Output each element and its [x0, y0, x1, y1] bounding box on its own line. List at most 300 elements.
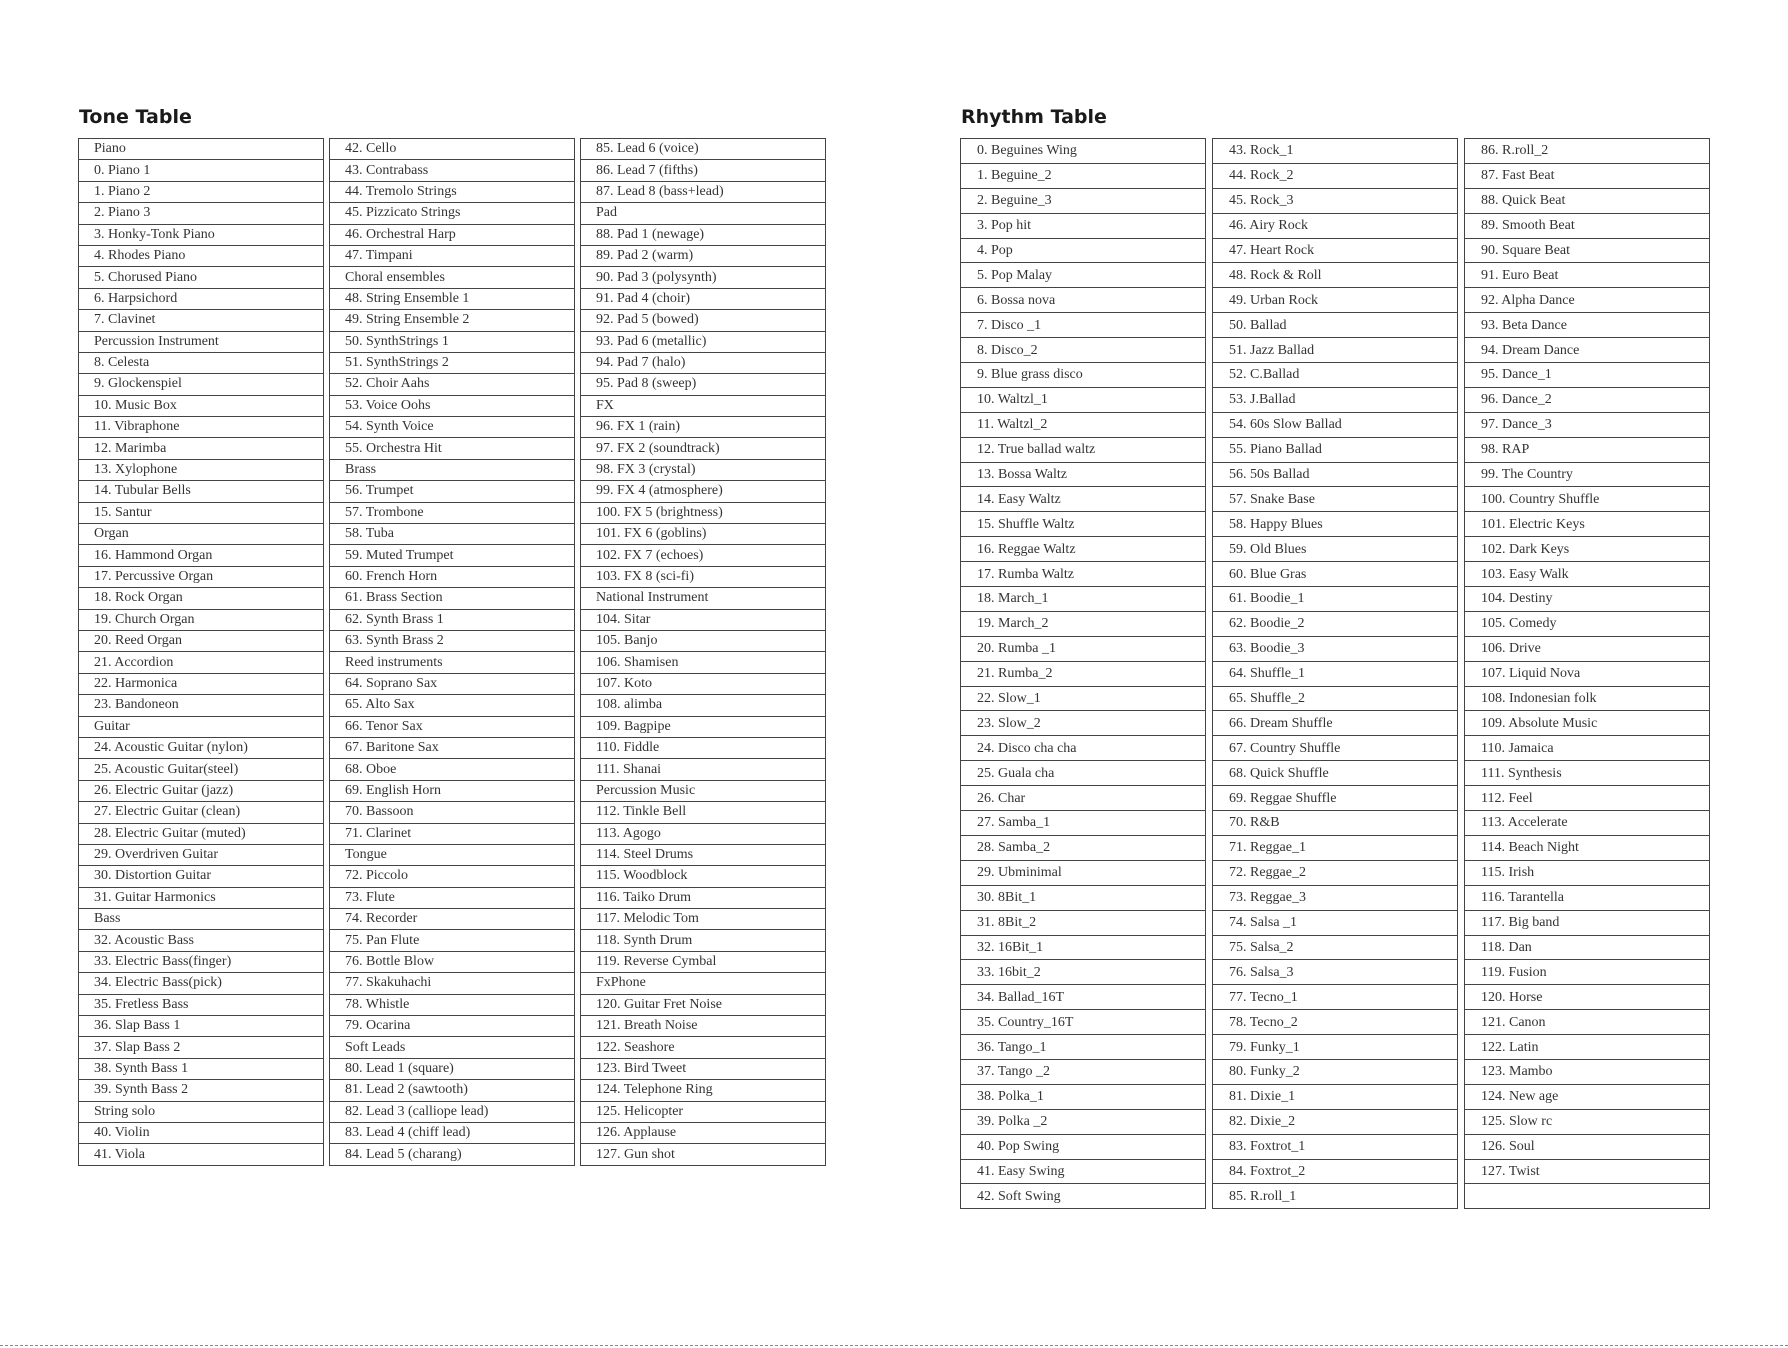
- table-cell: Piano: [79, 139, 324, 160]
- table-cell: 102. FX 7 (echoes): [581, 545, 826, 566]
- table-cell: 19. March_2: [961, 611, 1206, 636]
- table-row: [1465, 437, 1710, 462]
- table-cell: 41. Viola: [79, 1144, 324, 1165]
- table-row: [1465, 661, 1710, 686]
- table-cell: Brass: [330, 459, 575, 480]
- table-cell: 43. Contrabass: [330, 160, 575, 181]
- table-cell: 68. Oboe: [330, 759, 575, 780]
- table-cell: 84. Lead 5 (charang): [330, 1144, 575, 1165]
- table-row: [581, 481, 826, 502]
- table-cell: 88. Quick Beat: [1465, 188, 1710, 213]
- table-cell: 11. Vibraphone: [79, 417, 324, 438]
- table-cell: 4. Rhodes Piano: [79, 245, 324, 266]
- table-cell: 112. Tinkle Bell: [581, 802, 826, 823]
- table-cell: 20. Reed Organ: [79, 630, 324, 651]
- table-cell: 13. Xylophone: [79, 459, 324, 480]
- table-cell: 44. Rock_2: [1213, 163, 1458, 188]
- table-cell: 21. Rumba_2: [961, 661, 1206, 686]
- table-row: [1213, 188, 1458, 213]
- table-cell: 75. Salsa_2: [1213, 935, 1458, 960]
- table-row: [961, 238, 1206, 263]
- table-cell: 57. Snake Base: [1213, 487, 1458, 512]
- table-row: [961, 686, 1206, 711]
- table-cell: 8. Disco_2: [961, 338, 1206, 363]
- table-row: [330, 716, 575, 737]
- table-cell: 99. FX 4 (atmosphere): [581, 481, 826, 502]
- table-row: [1465, 910, 1710, 935]
- table-row: [79, 630, 324, 651]
- table-row: [1213, 935, 1458, 960]
- table-cell: 83. Lead 4 (chiff lead): [330, 1122, 575, 1143]
- rhythm-table-title: Rhythm Table: [961, 106, 1107, 128]
- table-cell: 113. Agogo: [581, 823, 826, 844]
- table-cell: 125. Slow rc: [1465, 1109, 1710, 1134]
- table-row: [1465, 462, 1710, 487]
- table-cell: 17. Rumba Waltz: [961, 562, 1206, 587]
- table-cell: Percussion Instrument: [79, 331, 324, 352]
- table-row: [961, 1035, 1206, 1060]
- table-cell: 126. Soul: [1465, 1134, 1710, 1159]
- table-cell: 123. Bird Tweet: [581, 1058, 826, 1079]
- table-cell: 10. Music Box: [79, 395, 324, 416]
- table-row: [79, 951, 324, 972]
- table-row: [1465, 611, 1710, 636]
- table-row: [330, 139, 575, 160]
- table-cell: Soft Leads: [330, 1037, 575, 1058]
- table-row: [330, 224, 575, 245]
- table-cell: 49. Urban Rock: [1213, 288, 1458, 313]
- table-cell: 112. Feel: [1465, 786, 1710, 811]
- table-cell: 115. Irish: [1465, 860, 1710, 885]
- table-cell: 54. Synth Voice: [330, 417, 575, 438]
- table-row: [1465, 188, 1710, 213]
- table-cell: 81. Dixie_1: [1213, 1084, 1458, 1109]
- table-cell: 95. Pad 8 (sweep): [581, 374, 826, 395]
- table-row: [79, 310, 324, 331]
- table-row: [330, 374, 575, 395]
- table-cell: 127. Twist: [1465, 1159, 1710, 1184]
- table-cell: 31. 8Bit_2: [961, 910, 1206, 935]
- table-cell: 62. Boodie_2: [1213, 611, 1458, 636]
- table-row: [1465, 786, 1710, 811]
- table-cell: 35. Fretless Bass: [79, 994, 324, 1015]
- table-row: [79, 502, 324, 523]
- table-cell: 25. Guala cha: [961, 761, 1206, 786]
- table-cell: 121. Canon: [1465, 1010, 1710, 1035]
- table-row: [79, 737, 324, 758]
- table-cell: 96. Dance_2: [1465, 387, 1710, 412]
- table-row: [1213, 288, 1458, 313]
- table-row: [961, 786, 1206, 811]
- table-row: [330, 352, 575, 373]
- table-cell: 3. Honky-Tonk Piano: [79, 224, 324, 245]
- table-row: [79, 181, 324, 202]
- table-row: [581, 1122, 826, 1143]
- table-cell: 74. Salsa _1: [1213, 910, 1458, 935]
- table-cell: 29. Ubminimal: [961, 860, 1206, 885]
- table-cell: 119. Fusion: [1465, 960, 1710, 985]
- table-row: [1465, 1084, 1710, 1109]
- table-row: [961, 537, 1206, 562]
- table-cell: 114. Beach Night: [1465, 835, 1710, 860]
- table-cell: 53. J.Ballad: [1213, 387, 1458, 412]
- table-cell: 93. Beta Dance: [1465, 313, 1710, 338]
- table-row: [1213, 711, 1458, 736]
- table-cell: 38. Polka_1: [961, 1084, 1206, 1109]
- table-cell: 124. New age: [1465, 1084, 1710, 1109]
- table-row: [330, 844, 575, 865]
- table-cell: 24. Disco cha cha: [961, 736, 1206, 761]
- table-row: [1465, 213, 1710, 238]
- table-row: [1213, 860, 1458, 885]
- table-row: [961, 562, 1206, 587]
- table-cell: 121. Breath Noise: [581, 1016, 826, 1037]
- table-row: [330, 909, 575, 930]
- table-cell: 30. Distortion Guitar: [79, 866, 324, 887]
- table-cell: 76. Salsa_3: [1213, 960, 1458, 985]
- table-cell: 100. Country Shuffle: [1465, 487, 1710, 512]
- table-cell: 127. Gun shot: [581, 1144, 826, 1165]
- table-cell: 83. Foxtrot_1: [1213, 1134, 1458, 1159]
- table-cell: 106. Drive: [1465, 636, 1710, 661]
- table-row: [961, 611, 1206, 636]
- table-cell: 13. Bossa Waltz: [961, 462, 1206, 487]
- table-cell: 122. Seashore: [581, 1037, 826, 1058]
- table-row: [1213, 512, 1458, 537]
- table-row: [1465, 537, 1710, 562]
- table-row: [330, 1080, 575, 1101]
- table-row: [581, 566, 826, 587]
- table-cell: 63. Boodie_3: [1213, 636, 1458, 661]
- table-cell: 8. Celesta: [79, 352, 324, 373]
- table-cell: 90. Square Beat: [1465, 238, 1710, 263]
- table-row: [330, 331, 575, 352]
- table-row: [581, 502, 826, 523]
- table-cell: 61. Brass Section: [330, 588, 575, 609]
- table-cell: 16. Hammond Organ: [79, 545, 324, 566]
- table-cell: 71. Reggae_1: [1213, 835, 1458, 860]
- table-row: [1213, 686, 1458, 711]
- table-row: [1465, 985, 1710, 1010]
- table-row: [330, 245, 575, 266]
- table-cell: 107. Liquid Nova: [1465, 661, 1710, 686]
- table-cell: 113. Accelerate: [1465, 811, 1710, 836]
- table-cell: 65. Alto Sax: [330, 695, 575, 716]
- table-row: [79, 160, 324, 181]
- table-row: [581, 1037, 826, 1058]
- table-row: [79, 267, 324, 288]
- table-cell: 98. RAP: [1465, 437, 1710, 462]
- table-cell: 56. 50s Ballad: [1213, 462, 1458, 487]
- table-row: [1213, 363, 1458, 388]
- table-cell: 106. Shamisen: [581, 652, 826, 673]
- table-row: [961, 1084, 1206, 1109]
- table-cell: String solo: [79, 1101, 324, 1122]
- table-cell: Organ: [79, 524, 324, 545]
- table-row: [79, 866, 324, 887]
- table-row: [330, 481, 575, 502]
- table-cell: 66. Dream Shuffle: [1213, 711, 1458, 736]
- table-cell: 66. Tenor Sax: [330, 716, 575, 737]
- table-row: [961, 1184, 1206, 1209]
- table-cell: 0. Piano 1: [79, 160, 324, 181]
- table-cell: 42. Soft Swing: [961, 1184, 1206, 1209]
- table-row: [961, 412, 1206, 437]
- table-cell: 102. Dark Keys: [1465, 537, 1710, 562]
- table-row: [330, 203, 575, 224]
- table-row: [330, 802, 575, 823]
- rhythm-column-3: [1464, 138, 1710, 1209]
- table-cell: 43. Rock_1: [1213, 139, 1458, 164]
- table-cell: 23. Slow_2: [961, 711, 1206, 736]
- table-row: [1213, 910, 1458, 935]
- table-row: [79, 481, 324, 502]
- table-row: [1213, 462, 1458, 487]
- table-row: [1213, 1159, 1458, 1184]
- table-row: [330, 1037, 575, 1058]
- table-row: [1213, 412, 1458, 437]
- table-cell: 33. Electric Bass(finger): [79, 951, 324, 972]
- table-row: [961, 213, 1206, 238]
- table-cell: 108. Indonesian folk: [1465, 686, 1710, 711]
- table-cell: 103. Easy Walk: [1465, 562, 1710, 587]
- table-cell: 79. Funky_1: [1213, 1035, 1458, 1060]
- table-cell: 11. Waltzl_2: [961, 412, 1206, 437]
- table-row: [581, 866, 826, 887]
- table-cell: 27. Electric Guitar (clean): [79, 802, 324, 823]
- table-row: [330, 652, 575, 673]
- table-cell: 47. Heart Rock: [1213, 238, 1458, 263]
- table-row: [1465, 238, 1710, 263]
- table-row: [1465, 487, 1710, 512]
- table-row: [1465, 1059, 1710, 1084]
- table-row: [1465, 1010, 1710, 1035]
- table-cell: 60. Blue Gras: [1213, 562, 1458, 587]
- table-row: [79, 524, 324, 545]
- table-row: [1465, 387, 1710, 412]
- table-cell: 2. Piano 3: [79, 203, 324, 224]
- table-cell: 67. Country Shuffle: [1213, 736, 1458, 761]
- table-row: [1465, 313, 1710, 338]
- table-row: [79, 930, 324, 951]
- table-row: [581, 459, 826, 480]
- tone-table: [78, 138, 826, 1166]
- table-row: [1465, 1109, 1710, 1134]
- table-row: [330, 1058, 575, 1079]
- table-cell: 117. Melodic Tom: [581, 909, 826, 930]
- table-cell: 14. Tubular Bells: [79, 481, 324, 502]
- table-row: [330, 545, 575, 566]
- table-row: [330, 1144, 575, 1165]
- table-row: [1213, 985, 1458, 1010]
- table-row: [330, 823, 575, 844]
- table-cell: 56. Trumpet: [330, 481, 575, 502]
- table-cell: 120. Horse: [1465, 985, 1710, 1010]
- table-row: [1465, 1159, 1710, 1184]
- table-cell: 33. 16bit_2: [961, 960, 1206, 985]
- table-row: [79, 331, 324, 352]
- table-row: [1213, 811, 1458, 836]
- table-row: [330, 630, 575, 651]
- table-row: [330, 267, 575, 288]
- table-row: [1213, 562, 1458, 587]
- table-cell: 61. Boodie_1: [1213, 587, 1458, 612]
- table-cell: 50. SynthStrings 1: [330, 331, 575, 352]
- table-cell: 88. Pad 1 (newage): [581, 224, 826, 245]
- table-row: [330, 438, 575, 459]
- table-row: [330, 780, 575, 801]
- table-cell: 58. Happy Blues: [1213, 512, 1458, 537]
- table-cell: 86. Lead 7 (fifths): [581, 160, 826, 181]
- table-cell: 67. Baritone Sax: [330, 737, 575, 758]
- table-cell: 3. Pop hit: [961, 213, 1206, 238]
- table-row: [1465, 686, 1710, 711]
- table-cell: 72. Reggae_2: [1213, 860, 1458, 885]
- table-row: [1465, 139, 1710, 164]
- table-row: [79, 1144, 324, 1165]
- table-cell: 110. Jamaica: [1465, 736, 1710, 761]
- table-cell: 120. Guitar Fret Noise: [581, 994, 826, 1015]
- table-cell: 55. Orchestra Hit: [330, 438, 575, 459]
- table-cell: 68. Quick Shuffle: [1213, 761, 1458, 786]
- table-cell: 23. Bandoneon: [79, 695, 324, 716]
- table-row: [330, 866, 575, 887]
- table-cell: [1465, 1184, 1710, 1209]
- table-row: [961, 163, 1206, 188]
- table-cell: 29. Overdriven Guitar: [79, 844, 324, 865]
- table-cell: 91. Pad 4 (choir): [581, 288, 826, 309]
- table-cell: 6. Harpsichord: [79, 288, 324, 309]
- table-row: [1465, 636, 1710, 661]
- table-row: [961, 512, 1206, 537]
- table-row: [1213, 487, 1458, 512]
- table-cell: 31. Guitar Harmonics: [79, 887, 324, 908]
- table-cell: 47. Timpani: [330, 245, 575, 266]
- table-cell: 4. Pop: [961, 238, 1206, 263]
- table-row: [79, 909, 324, 930]
- table-row: [581, 930, 826, 951]
- table-cell: 42. Cello: [330, 139, 575, 160]
- table-row: [79, 224, 324, 245]
- table-row: [1213, 1184, 1458, 1209]
- table-row: [330, 609, 575, 630]
- table-cell: 116. Tarantella: [1465, 885, 1710, 910]
- table-cell: 109. Bagpipe: [581, 716, 826, 737]
- table-row: [1213, 736, 1458, 761]
- table-cell: Tongue: [330, 844, 575, 865]
- table-row: [1465, 163, 1710, 188]
- table-row: [1213, 263, 1458, 288]
- table-cell: 40. Violin: [79, 1122, 324, 1143]
- table-cell: 100. FX 5 (brightness): [581, 502, 826, 523]
- table-row: [961, 761, 1206, 786]
- table-row: [581, 887, 826, 908]
- table-row: [961, 1109, 1206, 1134]
- table-cell: 48. String Ensemble 1: [330, 288, 575, 309]
- table-cell: 78. Tecno_2: [1213, 1010, 1458, 1035]
- table-row: [961, 338, 1206, 363]
- table-row: [581, 160, 826, 181]
- table-cell: 101. Electric Keys: [1465, 512, 1710, 537]
- table-cell: 64. Shuffle_1: [1213, 661, 1458, 686]
- table-row: [961, 811, 1206, 836]
- table-cell: 89. Pad 2 (warm): [581, 245, 826, 266]
- table-row: [961, 1134, 1206, 1159]
- table-cell: 37. Tango _2: [961, 1059, 1206, 1084]
- table-cell: 108. alimba: [581, 695, 826, 716]
- table-cell: 64. Soprano Sax: [330, 673, 575, 694]
- table-row: [1465, 736, 1710, 761]
- table-row: [961, 313, 1206, 338]
- table-row: [330, 395, 575, 416]
- table-cell: 28. Samba_2: [961, 835, 1206, 860]
- table-row: [581, 395, 826, 416]
- rhythm-column-2: [1212, 138, 1458, 1209]
- table-row: [581, 1144, 826, 1165]
- table-row: [330, 973, 575, 994]
- table-row: [79, 545, 324, 566]
- table-cell: 7. Clavinet: [79, 310, 324, 331]
- tone-column-3: [580, 138, 826, 1166]
- table-row: [1213, 1035, 1458, 1060]
- table-cell: 20. Rumba _1: [961, 636, 1206, 661]
- table-cell: 0. Beguines Wing: [961, 139, 1206, 164]
- table-cell: 6. Bossa nova: [961, 288, 1206, 313]
- table-row: [79, 1016, 324, 1037]
- table-cell: Percussion Music: [581, 780, 826, 801]
- table-cell: Pad: [581, 203, 826, 224]
- table-row: [581, 951, 826, 972]
- table-row: [1465, 835, 1710, 860]
- table-row: [79, 459, 324, 480]
- table-cell: 39. Polka _2: [961, 1109, 1206, 1134]
- table-cell: 12. True ballad waltz: [961, 437, 1206, 462]
- table-cell: 101. FX 6 (goblins): [581, 524, 826, 545]
- table-cell: 12. Marimba: [79, 438, 324, 459]
- table-row: [581, 417, 826, 438]
- table-cell: 57. Trombone: [330, 502, 575, 523]
- table-row: [330, 1016, 575, 1037]
- table-row: [961, 387, 1206, 412]
- table-cell: 54. 60s Slow Ballad: [1213, 412, 1458, 437]
- table-cell: 52. Choir Aahs: [330, 374, 575, 395]
- table-row: [79, 887, 324, 908]
- table-cell: 73. Reggae_3: [1213, 885, 1458, 910]
- table-cell: 79. Ocarina: [330, 1016, 575, 1037]
- table-cell: 104. Sitar: [581, 609, 826, 630]
- rhythm-table-section: [960, 104, 1710, 1209]
- table-row: [330, 1101, 575, 1122]
- table-row: [581, 245, 826, 266]
- table-row: [581, 1058, 826, 1079]
- table-row: [79, 695, 324, 716]
- table-cell: 118. Dan: [1465, 935, 1710, 960]
- table-cell: 59. Old Blues: [1213, 537, 1458, 562]
- table-cell: 93. Pad 6 (metallic): [581, 331, 826, 352]
- table-row: [1465, 885, 1710, 910]
- table-row: [581, 973, 826, 994]
- table-row: [330, 588, 575, 609]
- table-cell: 21. Accordion: [79, 652, 324, 673]
- table-row: [330, 930, 575, 951]
- table-row: [581, 352, 826, 373]
- table-cell: 114. Steel Drums: [581, 844, 826, 865]
- table-cell: 63. Synth Brass 2: [330, 630, 575, 651]
- table-cell: 84. Foxtrot_2: [1213, 1159, 1458, 1184]
- table-row: [1213, 636, 1458, 661]
- table-row: [581, 673, 826, 694]
- table-row: [330, 566, 575, 587]
